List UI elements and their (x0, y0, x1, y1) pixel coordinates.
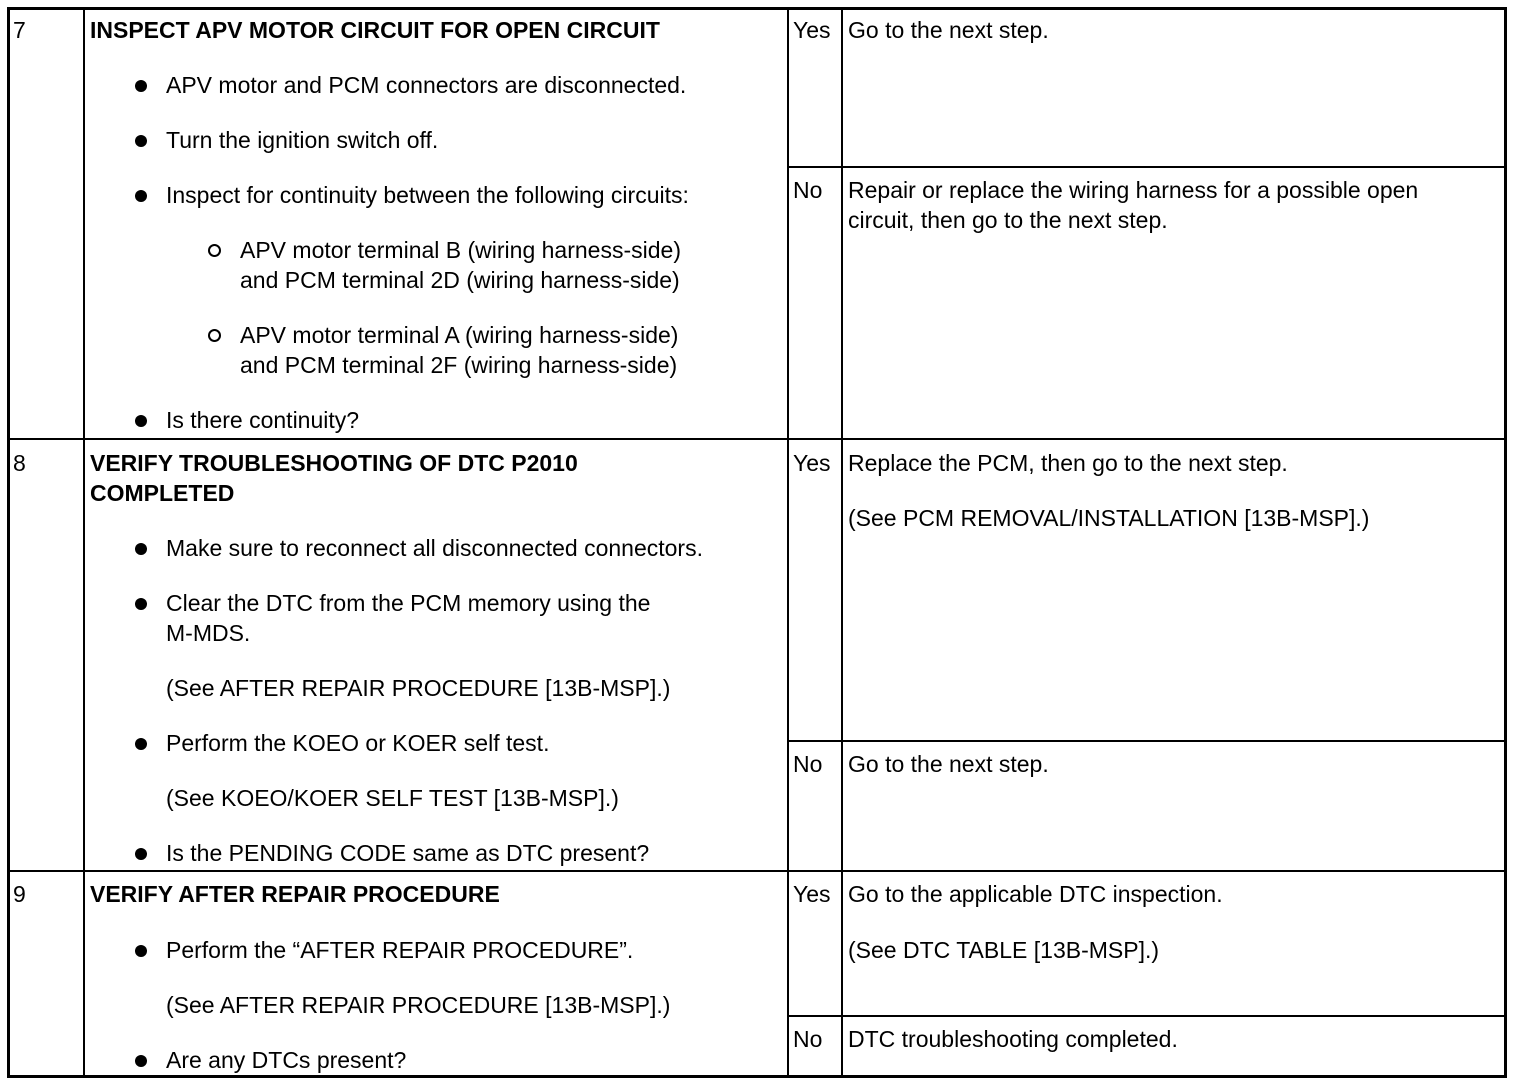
column-divider-inspection (787, 10, 789, 1075)
step-number: 9 (13, 881, 26, 907)
yes-action-reference: (See PCM REMOVAL/INSTALLATION [13B-MSP].) (848, 505, 1370, 531)
no-label: No (793, 177, 823, 203)
bullet-icon (135, 190, 147, 202)
bullet-icon (135, 415, 147, 427)
no-action: circuit, then go to the next step. (848, 207, 1168, 233)
reference-text: (See AFTER REPAIR PROCEDURE [13B-MSP].) (166, 992, 671, 1018)
bullet-icon (135, 80, 147, 92)
bullet-icon (135, 1055, 147, 1067)
bullet-text: Perform the “AFTER REPAIR PROCEDURE”. (166, 937, 634, 963)
bullet-text: Make sure to reconnect all disconnected connectors. (166, 535, 703, 561)
no-action: Go to the next step. (848, 751, 1049, 777)
sub-bullet-icon (208, 329, 221, 342)
bullet-text: Turn the ignition switch off. (166, 127, 439, 153)
yes-no-divider-7 (787, 166, 1504, 168)
bullet-text: Is the PENDING CODE same as DTC present? (166, 840, 650, 866)
no-action: DTC troubleshooting completed. (848, 1026, 1178, 1052)
bullet-icon (135, 848, 147, 860)
bullet-icon (135, 543, 147, 555)
row-divider-8-9 (10, 870, 1504, 872)
no-label: No (793, 751, 823, 777)
step-title: COMPLETED (90, 480, 235, 506)
sub-bullet-text: and PCM terminal 2D (wiring harness-side) (240, 267, 680, 293)
yes-action: Replace the PCM, then go to the next step. (848, 450, 1288, 476)
yes-action-reference: (See DTC TABLE [13B-MSP].) (848, 937, 1160, 963)
reference-text: (See AFTER REPAIR PROCEDURE [13B-MSP].) (166, 675, 671, 701)
bullet-text: Is there continuity? (166, 407, 360, 433)
yes-no-divider-8 (787, 740, 1504, 742)
sub-bullet-text: APV motor terminal B (wiring harness-side) (240, 237, 681, 263)
column-divider-result (841, 10, 843, 1075)
bullet-text: M-MDS. (166, 620, 251, 646)
step-title: VERIFY AFTER REPAIR PROCEDURE (90, 881, 500, 907)
step-number: 7 (13, 17, 26, 43)
sub-bullet-text: APV motor terminal A (wiring harness-side) (240, 322, 679, 348)
bullet-text: Are any DTCs present? (166, 1047, 407, 1073)
no-action: Repair or replace the wiring harness for a possible open (848, 177, 1419, 203)
bullet-icon (135, 738, 147, 750)
yes-label: Yes (793, 17, 831, 43)
row-divider-7-8 (10, 438, 1504, 440)
sub-bullet-icon (208, 244, 221, 257)
step-title: VERIFY TROUBLESHOOTING OF DTC P2010 (90, 450, 578, 476)
yes-label: Yes (793, 881, 831, 907)
bullet-icon (135, 135, 147, 147)
bullet-text: APV motor and PCM connectors are disconnected. (166, 72, 687, 98)
yes-label: Yes (793, 450, 831, 476)
yes-no-divider-9 (787, 1015, 1504, 1017)
sub-bullet-text: and PCM terminal 2F (wiring harness-side) (240, 352, 678, 378)
step-title: INSPECT APV MOTOR CIRCUIT FOR OPEN CIRCUIT (90, 17, 660, 43)
reference-text: (See KOEO/KOER SELF TEST [13B-MSP].) (166, 785, 619, 811)
step-number: 8 (13, 450, 26, 476)
bullet-icon (135, 945, 147, 957)
bullet-text: Clear the DTC from the PCM memory using the (166, 590, 651, 616)
yes-action: Go to the next step. (848, 17, 1049, 43)
yes-action: Go to the applicable DTC inspection. (848, 881, 1223, 907)
bullet-text: Inspect for continuity between the following circuits: (166, 182, 689, 208)
column-divider-step (83, 10, 85, 1075)
bullet-icon (135, 598, 147, 610)
troubleshooting-table (7, 7, 1507, 1078)
no-label: No (793, 1026, 823, 1052)
bullet-text: Perform the KOEO or KOER self test. (166, 730, 550, 756)
